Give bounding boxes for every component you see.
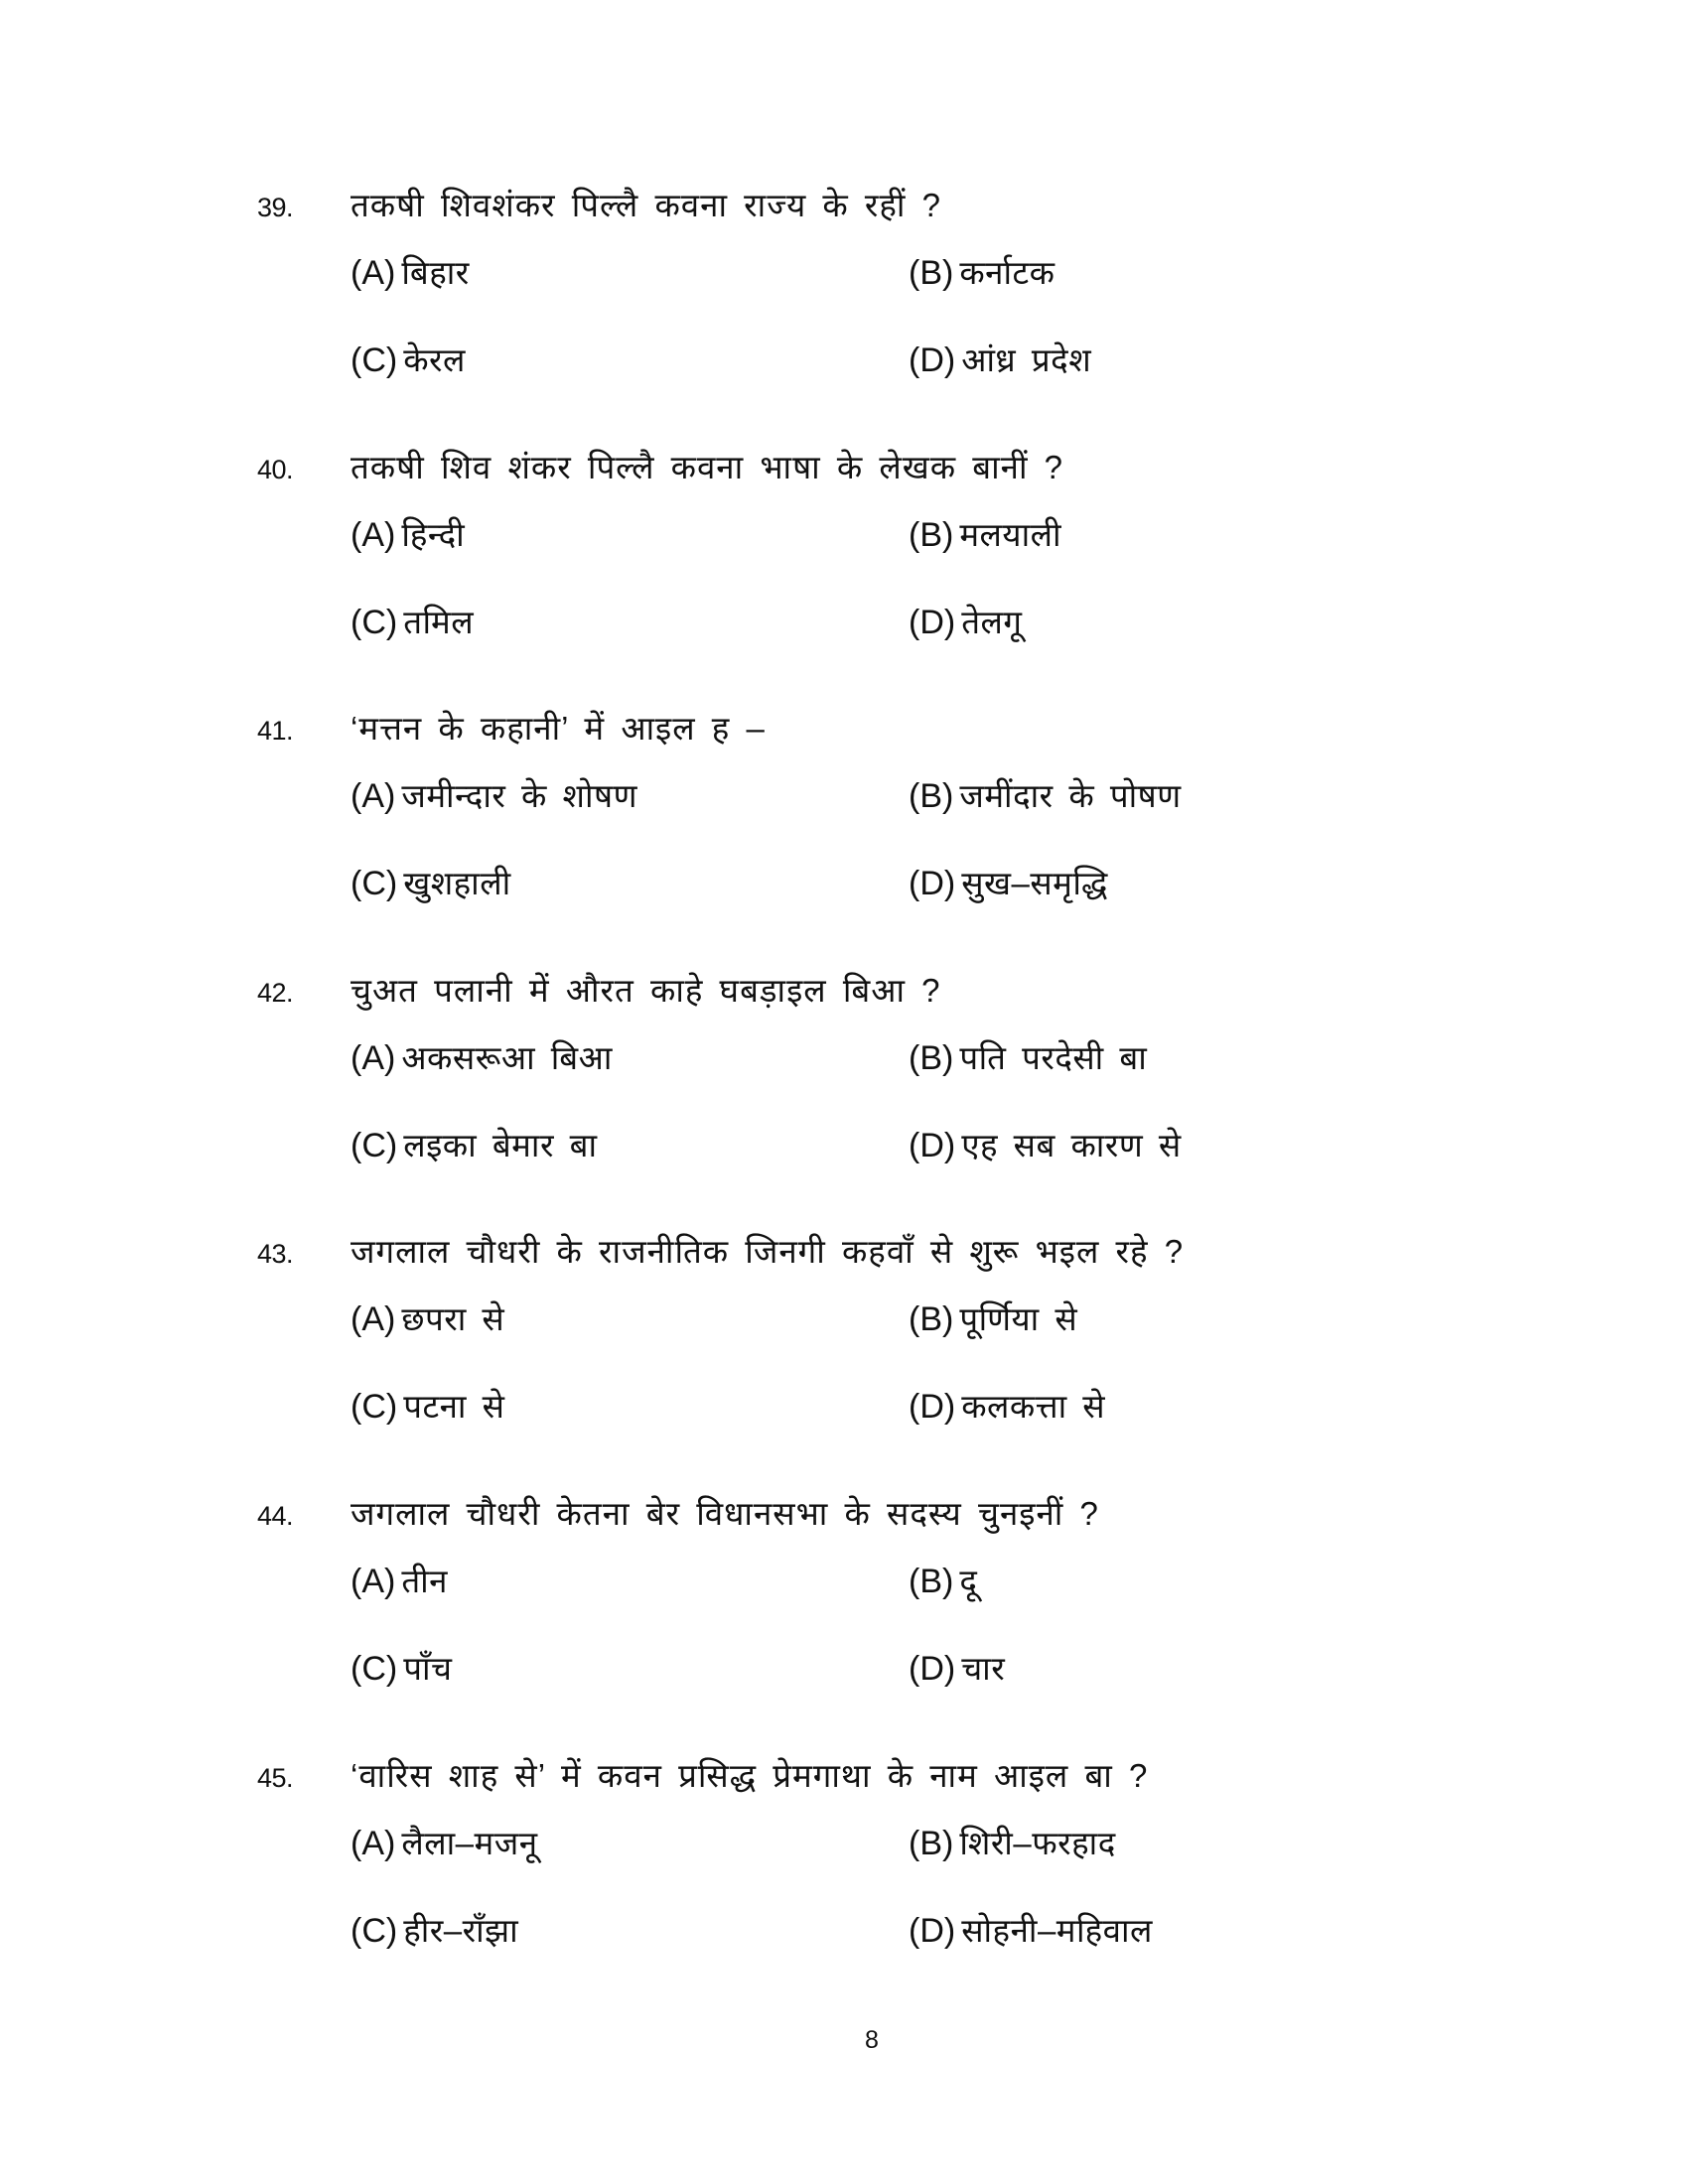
option-c <box>351 1383 504 1431</box>
option-label: (B) <box>909 1039 954 1077</box>
option-text: एह सब कारण से <box>961 1127 1182 1163</box>
option-b <box>909 249 1055 297</box>
option-a <box>351 249 470 297</box>
option-label: (D) <box>909 1127 956 1164</box>
option-label: (A) <box>351 254 396 292</box>
option-text: शिरी–फरहाद <box>959 1825 1116 1861</box>
option-label: (A) <box>351 1039 396 1077</box>
option-label: (D) <box>909 1388 956 1426</box>
option-label: (A) <box>351 516 396 554</box>
option-text: तेलगू <box>961 604 1023 640</box>
question-number: 40. <box>257 455 294 484</box>
option-text: तीन <box>401 1563 449 1599</box>
question-43 <box>0 1232 1688 1494</box>
option-text: अकसरूआ बिआ <box>401 1039 613 1076</box>
option-a <box>351 1034 613 1082</box>
option-label: (A) <box>351 1825 396 1862</box>
option-text: कलकत्ता से <box>961 1388 1106 1425</box>
option-text: हीर–राँझा <box>403 1912 519 1949</box>
option-c <box>351 1122 598 1169</box>
question-number: 45. <box>257 1763 294 1793</box>
option-b <box>909 1558 977 1605</box>
option-text: मलयाली <box>959 516 1062 553</box>
question-40 <box>0 448 1688 710</box>
option-text: कर्नाटक <box>959 254 1055 291</box>
option-label: (C) <box>351 341 398 379</box>
option-text: पति परदेसी बा <box>959 1039 1148 1076</box>
question-45 <box>0 1756 1688 2018</box>
option-c <box>351 1907 518 1955</box>
question-text: ‘मत्तन के कहानी’ में आइल ह – <box>351 710 766 747</box>
option-text: केरल <box>403 341 466 378</box>
question-text: चुअत पलानी में औरत काहे घबड़ाइल बिआ ? <box>351 972 941 1009</box>
option-c <box>351 599 474 646</box>
option-text: जमीन्दार के शोषण <box>401 777 637 814</box>
option-label: (B) <box>909 1563 954 1600</box>
option-text: खुशहाली <box>403 865 511 901</box>
question-number: 43. <box>257 1239 294 1269</box>
option-text: लइका बेमार बा <box>403 1127 598 1163</box>
option-label: (D) <box>909 1912 956 1950</box>
option-text: आंध्र प्रदेश <box>961 341 1092 378</box>
option-label: (D) <box>909 865 956 902</box>
option-b <box>909 1034 1147 1082</box>
question-44 <box>0 1494 1688 1756</box>
option-label: (B) <box>909 254 954 292</box>
option-label: (B) <box>909 777 954 815</box>
option-label: (A) <box>351 777 396 815</box>
question-number: 39. <box>257 193 294 222</box>
option-d <box>909 1907 1153 1955</box>
option-d <box>909 1122 1182 1169</box>
option-a <box>351 772 637 820</box>
option-text: पटना से <box>403 1388 505 1425</box>
option-text: चार <box>961 1650 1006 1687</box>
option-text: सोहनी–महिवाल <box>961 1912 1153 1949</box>
option-a <box>351 1820 538 1867</box>
option-c <box>351 337 466 384</box>
option-b <box>909 511 1061 559</box>
option-label: (A) <box>351 1563 396 1600</box>
question-number: 41. <box>257 716 294 746</box>
option-d <box>909 860 1108 907</box>
question-number: 42. <box>257 978 294 1008</box>
option-text: तमिल <box>403 604 475 640</box>
option-label: (D) <box>909 341 956 379</box>
option-a <box>351 511 465 559</box>
option-text: जमींदार के पोषण <box>959 777 1182 814</box>
question-text: जगलाल चौधरी केतना बेर विधानसभा के सदस्य चुनइनीं ? <box>351 1495 1099 1532</box>
question-text: तकषी शिव शंकर पिल्लै कवना भाषा के लेखक बानीं ? <box>351 449 1064 485</box>
option-d <box>909 599 1022 646</box>
option-b <box>909 772 1182 820</box>
option-text: सुख–समृद्धि <box>961 865 1108 901</box>
question-number: 44. <box>257 1501 294 1531</box>
option-label: (B) <box>909 516 954 554</box>
question-text: ‘वारिस शाह से’ में कवन प्रसिद्ध प्रेमगाथा के नाम आइल बा ? <box>351 1757 1149 1794</box>
option-text: बिहार <box>401 254 470 291</box>
option-b <box>909 1296 1077 1343</box>
option-d <box>909 1645 1005 1693</box>
option-a <box>351 1558 448 1605</box>
option-text: पाँच <box>403 1650 453 1687</box>
option-text: छपरा से <box>401 1300 505 1337</box>
question-text: तकषी शिवशंकर पिल्लै कवना राज्य के रहीं ? <box>351 187 941 223</box>
option-d <box>909 1383 1105 1431</box>
page-number: 8 <box>865 2026 879 2054</box>
option-label: (D) <box>909 604 956 641</box>
option-label: (C) <box>351 1388 398 1426</box>
question-39 <box>0 186 1688 448</box>
option-text: पूर्णिया से <box>959 1300 1078 1337</box>
option-label: (A) <box>351 1300 396 1338</box>
question-text: जगलाल चौधरी के राजनीतिक जिनगी कहवाँ से शुरू भइल रहे ? <box>351 1233 1185 1270</box>
option-label: (C) <box>351 865 398 902</box>
option-text: दू <box>959 1563 978 1599</box>
option-text: हिन्दी <box>401 516 466 553</box>
option-label: (D) <box>909 1650 956 1688</box>
question-41 <box>0 709 1688 971</box>
question-42 <box>0 971 1688 1233</box>
option-c <box>351 1645 452 1693</box>
option-b <box>909 1820 1116 1867</box>
option-label: (C) <box>351 1127 398 1164</box>
option-label: (C) <box>351 1650 398 1688</box>
option-d <box>909 337 1091 384</box>
option-label: (B) <box>909 1300 954 1338</box>
option-c <box>351 860 511 907</box>
option-label: (B) <box>909 1825 954 1862</box>
option-label: (C) <box>351 1912 398 1950</box>
option-text: लैला–मजनू <box>401 1825 538 1861</box>
option-label: (C) <box>351 604 398 641</box>
option-a <box>351 1296 504 1343</box>
